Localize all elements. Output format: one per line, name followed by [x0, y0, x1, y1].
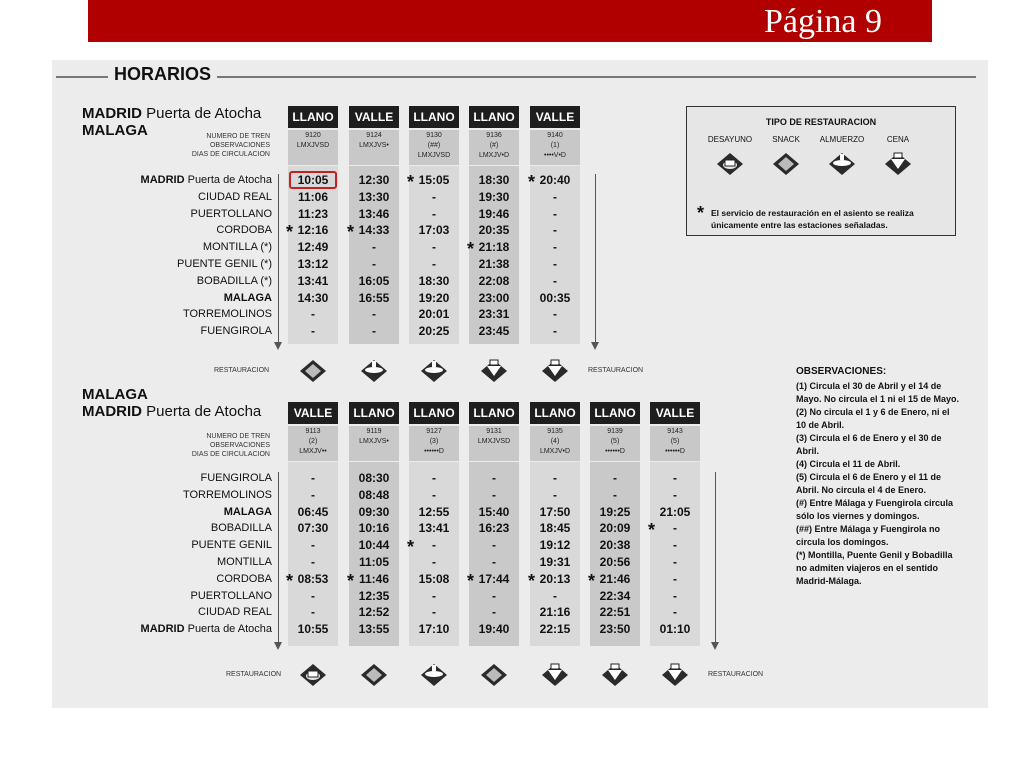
- time-cell: -: [553, 240, 557, 255]
- station-name: [122, 487, 272, 503]
- time-cell: 13:30: [358, 189, 390, 204]
- train-meta: [650, 426, 700, 461]
- time-cell: 20:13: [539, 571, 571, 586]
- observacion-item: (4) Circula el 11 de Abril.: [796, 459, 901, 469]
- time-cell: 18:30: [478, 173, 510, 187]
- time-cell: -: [432, 189, 436, 204]
- time-cell: -: [432, 257, 436, 271]
- legend-type-label: DESAYUNO: [707, 135, 753, 144]
- time-cell: 17:10: [418, 622, 450, 637]
- time-cell: 12:55: [418, 504, 450, 519]
- time-cell: -: [673, 538, 677, 553]
- time-cell: -: [673, 571, 677, 586]
- direction-arrow: [715, 472, 716, 642]
- time-cell: -: [553, 471, 557, 485]
- time-cell: 12:52: [358, 605, 390, 620]
- station-name-detail: PUENTE GENIL (*): [177, 258, 272, 270]
- train-observation: (4): [550, 438, 560, 445]
- station-name-detail: BOBADILLA (*): [196, 274, 272, 287]
- meta-label: NUMERO DE TREN: [206, 133, 270, 140]
- arrow-down-icon: [274, 342, 282, 350]
- asterisk-icon: *: [347, 570, 355, 591]
- train-days: LMXJVSD: [477, 438, 511, 445]
- station-name-detail: CORDOBA: [216, 572, 272, 585]
- station-name-bold: MALAGA: [223, 291, 272, 304]
- station-name: [122, 571, 272, 587]
- train-number: 9136: [486, 132, 502, 139]
- train-type-header: LLANO: [530, 402, 580, 424]
- time-cell: -: [372, 324, 376, 339]
- station-name-detail: CIUDAD REAL: [198, 190, 272, 203]
- asterisk-icon: *: [588, 570, 596, 591]
- time-cell: 20:38: [599, 538, 631, 553]
- station-name-detail: BOBADILLA: [210, 522, 272, 535]
- restauracion-label: RESTAURACION: [708, 671, 764, 678]
- train-days: LMXJVSD: [417, 152, 451, 159]
- train-type-header: VALLE: [650, 402, 700, 424]
- time-cell: -: [432, 487, 436, 502]
- station-name: [122, 172, 272, 188]
- time-cell: -: [432, 240, 436, 255]
- time-cell: 21:18: [478, 240, 510, 255]
- time-cell: 16:55: [358, 290, 390, 305]
- station-name-bold: MALAGA: [223, 505, 272, 518]
- asterisk-icon: *: [697, 203, 705, 223]
- bottom-route-destination-detail: Puerta de Atocha: [142, 403, 262, 420]
- time-cell: -: [311, 538, 315, 553]
- train-number: 9130: [426, 132, 442, 139]
- time-cell: 13:12: [297, 257, 329, 271]
- station-name-detail: MONTILLA (*): [202, 241, 272, 254]
- time-cell: 12:16: [297, 223, 329, 238]
- time-cell: 20:01: [418, 307, 450, 322]
- train-meta: [288, 130, 338, 165]
- time-cell: -: [492, 487, 496, 502]
- arrow-down-icon: [591, 342, 599, 350]
- time-cell: -: [553, 257, 557, 271]
- time-cell: 18:30: [418, 273, 450, 288]
- time-cell: 08:30: [358, 471, 390, 485]
- time-cell: -: [553, 206, 557, 221]
- train-observation: (3): [429, 438, 439, 445]
- train-meta: [349, 130, 399, 165]
- top-route-origin: MADRID: [82, 105, 142, 122]
- time-cell: -: [372, 257, 376, 271]
- asterisk-icon: *: [648, 520, 656, 541]
- time-cell: 18:45: [539, 521, 571, 536]
- observacion-item: (5) Circula el 6 de Enero y el 11 de Abril. No circula el 4 de Enero.: [796, 472, 942, 495]
- time-cell: 10:44: [358, 538, 390, 553]
- time-cell: -: [492, 538, 496, 553]
- time-cell: 11:05: [358, 555, 390, 569]
- time-cell: -: [432, 588, 436, 603]
- restauracion-label: RESTAURACION: [214, 367, 270, 374]
- train-days: LMXJV••: [299, 448, 327, 455]
- time-cell: 17:44: [478, 571, 510, 586]
- station-name-detail: FUENGIROLA: [200, 472, 272, 484]
- top-route-origin-detail: Puerta de Atocha: [142, 105, 262, 122]
- train-days: LMXJV•D: [478, 152, 510, 159]
- time-cell: 11:06: [297, 189, 329, 204]
- time-cell: -: [311, 307, 315, 322]
- time-cell: 16:23: [478, 521, 510, 536]
- restauracion-label: RESTAURACION: [226, 671, 282, 678]
- station-name: [122, 520, 272, 536]
- station-name: [122, 537, 272, 553]
- time-cell: 11:46: [358, 571, 390, 586]
- time-cell: 15:40: [478, 504, 510, 519]
- time-cell: -: [553, 273, 557, 288]
- time-cell: 13:55: [358, 622, 390, 637]
- train-type-header: LLANO: [409, 402, 459, 424]
- time-cell: -: [432, 605, 436, 620]
- station-name-detail: CORDOBA: [216, 224, 272, 237]
- restauracion-cena-icon: [883, 151, 913, 177]
- time-cell: -: [492, 555, 496, 569]
- time-cell: -: [311, 471, 315, 485]
- station-name: [122, 621, 272, 637]
- restauracion-label: RESTAURACION: [588, 367, 644, 374]
- train-type-header: VALLE: [349, 106, 399, 128]
- time-cell: 20:25: [418, 324, 450, 339]
- time-cell: -: [673, 555, 677, 569]
- observaciones-title: OBSERVACIONES:: [796, 366, 887, 377]
- time-cell: 17:03: [418, 223, 450, 238]
- station-name: [122, 273, 272, 289]
- time-cell: 22:08: [478, 273, 510, 288]
- time-cell: -: [553, 588, 557, 603]
- time-cell: -: [553, 189, 557, 204]
- time-cell: -: [372, 240, 376, 255]
- legend-title: TIPO DE RESTAURACION: [765, 117, 877, 127]
- time-cell: -: [432, 206, 436, 221]
- time-cell: -: [432, 471, 436, 485]
- time-cell: 22:51: [599, 605, 631, 620]
- train-number: 9135: [547, 428, 563, 435]
- station-name-bold: MADRID: [140, 174, 185, 186]
- time-cell: -: [673, 471, 677, 485]
- station-name: [122, 604, 272, 620]
- time-cell: 10:05: [297, 173, 329, 187]
- restauracion-desayuno-icon: [715, 151, 745, 177]
- train-meta: [530, 426, 580, 461]
- asterisk-icon: *: [407, 172, 415, 192]
- station-name: [122, 206, 272, 222]
- meta-label: OBSERVACIONES: [209, 142, 270, 149]
- top-route-destination: MALAGA: [82, 122, 148, 139]
- time-cell: 15:08: [418, 571, 450, 586]
- station-name: [122, 256, 272, 272]
- station-name: [122, 189, 272, 205]
- time-cell: 17:50: [539, 504, 571, 519]
- time-cell: 12:49: [297, 240, 329, 255]
- station-name: [122, 470, 272, 486]
- train-meta: [409, 130, 459, 165]
- time-cell: -: [673, 487, 677, 502]
- train-observation: (5): [670, 438, 680, 445]
- train-observation: (2): [308, 438, 318, 445]
- train-type-header: VALLE: [530, 106, 580, 128]
- time-cell: 19:30: [478, 189, 510, 204]
- restauracion-snack-icon: [479, 662, 509, 688]
- train-meta: [409, 426, 459, 461]
- time-cell: -: [311, 605, 315, 620]
- station-name: [122, 554, 272, 570]
- time-cell: 23:00: [478, 290, 510, 305]
- time-cell: 19:31: [539, 555, 571, 569]
- station-name-detail: Puerta de Atocha: [184, 623, 272, 636]
- meta-label: DIAS DE CIRCULACION: [191, 451, 270, 458]
- time-cell: -: [432, 538, 436, 553]
- time-cell: -: [311, 487, 315, 502]
- time-cell: 21:05: [659, 504, 691, 519]
- station-name: [122, 222, 272, 238]
- page-banner: [88, 0, 932, 42]
- time-cell: 07:30: [297, 521, 329, 536]
- train-days: ••••••D: [605, 448, 625, 455]
- train-type-header: LLANO: [469, 402, 519, 424]
- asterisk-icon: *: [286, 222, 294, 243]
- time-cell: 19:20: [418, 290, 450, 305]
- station-name-detail: TORREMOLINOS: [182, 308, 272, 321]
- train-number: 9139: [607, 428, 623, 435]
- train-meta: [530, 130, 580, 165]
- time-cell: -: [553, 223, 557, 238]
- time-cell: 10:16: [358, 521, 390, 536]
- observacion-item: (1) Circula el 30 de Abril y el 14 de Mayo. No circula el 1 ni el 15 de Mayo.: [796, 381, 960, 404]
- restauracion-legend: [686, 106, 956, 236]
- arrow-down-icon: [274, 642, 282, 650]
- station-name: [122, 290, 272, 306]
- time-cell: -: [492, 471, 496, 485]
- train-days: ••••••D: [665, 448, 685, 455]
- train-number: 9119: [366, 428, 382, 435]
- restauracion-almuerzo-icon: [419, 358, 449, 384]
- time-cell: -: [553, 307, 557, 322]
- station-name: [122, 306, 272, 322]
- time-cell: -: [311, 588, 315, 603]
- time-cell: 13:41: [297, 273, 329, 288]
- time-cell: 01:10: [659, 622, 691, 637]
- time-cell: 22:15: [539, 622, 571, 637]
- time-cell: 08:53: [297, 571, 329, 586]
- asterisk-icon: *: [528, 172, 536, 192]
- train-type-header: VALLE: [288, 402, 338, 424]
- direction-arrow: [278, 472, 279, 642]
- station-name: [122, 504, 272, 520]
- asterisk-icon: *: [528, 570, 536, 591]
- train-observation: (1): [550, 142, 560, 149]
- restauracion-almuerzo-icon: [827, 151, 857, 177]
- time-cell: 20:35: [478, 223, 510, 238]
- time-cell: 00:35: [539, 290, 571, 305]
- direction-arrow: [595, 174, 596, 342]
- section-title: HORARIOS: [108, 64, 217, 85]
- time-cell: 23:31: [478, 307, 510, 322]
- station-name-bold: MADRID: [140, 623, 185, 636]
- meta-label: DIAS DE CIRCULACION: [191, 151, 270, 158]
- restauracion-cena-icon: [479, 358, 509, 384]
- train-number: 9113: [305, 428, 321, 435]
- time-cell: 09:30: [358, 504, 390, 519]
- restauracion-cena-icon: [540, 358, 570, 384]
- time-cell: 08:48: [358, 487, 390, 502]
- restauracion-almuerzo-icon: [359, 358, 389, 384]
- train-meta: [590, 426, 640, 461]
- time-cell: 19:12: [539, 538, 571, 553]
- train-meta: [349, 426, 399, 461]
- station-name-detail: PUERTOLLANO: [190, 589, 272, 602]
- train-days: LMXJVSD: [296, 142, 330, 149]
- station-name-detail: TORREMOLINOS: [182, 488, 272, 501]
- station-name: [122, 588, 272, 604]
- train-meta: [288, 426, 338, 461]
- observacion-item: (*) Montilla, Puente Genil y Bobadilla no admiten viajeros en el sentido Madrid-Málaga.: [796, 550, 953, 586]
- time-cell: -: [492, 605, 496, 620]
- time-cell: 23:50: [599, 622, 631, 637]
- time-cell: 20:09: [599, 521, 631, 536]
- restauracion-snack-icon: [771, 151, 801, 177]
- time-cell: 19:40: [478, 622, 510, 637]
- time-cell: 19:25: [599, 504, 631, 519]
- time-cell: 19:46: [478, 206, 510, 221]
- restauracion-snack-icon: [298, 358, 328, 384]
- restauracion-almuerzo-icon: [419, 662, 449, 688]
- restauracion-cena-icon: [540, 662, 570, 688]
- time-cell: -: [372, 307, 376, 322]
- time-cell: 11:23: [297, 206, 329, 221]
- asterisk-icon: *: [347, 222, 355, 243]
- time-cell: -: [673, 605, 677, 620]
- train-number: 9140: [547, 132, 563, 139]
- train-days: ••••••D: [424, 448, 444, 455]
- train-days: ••••V•D: [544, 152, 566, 159]
- time-cell: 14:30: [297, 290, 329, 305]
- train-days: LMXJVS•: [359, 142, 389, 149]
- station-name-detail: MONTILLA: [216, 556, 272, 568]
- time-cell: 16:05: [358, 273, 390, 288]
- direction-arrow: [278, 174, 279, 342]
- time-cell: -: [673, 521, 677, 536]
- train-type-header: LLANO: [409, 106, 459, 128]
- observacion-item: (#) Entre Málaga y Fuengirola circula sólo los viernes y domingos.: [796, 498, 954, 521]
- arrow-down-icon: [711, 642, 719, 650]
- time-cell: 14:33: [358, 223, 390, 238]
- train-number: 9127: [426, 428, 442, 435]
- station-name: [122, 323, 272, 339]
- observacion-item: (2) No circula el 1 y 6 de Enero, ni el 10 de Abril.: [796, 407, 950, 430]
- restauracion-cena-icon: [600, 662, 630, 688]
- station-name: [122, 239, 272, 255]
- time-cell: 10:55: [297, 622, 329, 637]
- time-cell: 21:16: [539, 605, 571, 620]
- time-cell: 12:35: [358, 588, 390, 603]
- timetable-document: [52, 60, 988, 708]
- bottom-route-origin: MALAGA: [82, 386, 148, 403]
- train-observation: (#): [489, 142, 499, 149]
- train-days: LMXJVS•: [359, 438, 389, 445]
- legend-note: El servicio de restauración en el asiento se realiza únicamente entre las estaciones señaladas.: [711, 208, 914, 230]
- time-cell: 21:38: [478, 257, 510, 271]
- train-number: 9124: [366, 132, 382, 139]
- restauracion-desayuno-icon: [298, 662, 328, 688]
- time-cell: -: [673, 588, 677, 603]
- train-observation: (##): [427, 142, 441, 149]
- time-cell: 12:30: [358, 173, 390, 187]
- asterisk-icon: *: [286, 570, 294, 591]
- asterisk-icon: *: [407, 537, 415, 558]
- bottom-route-destination: MADRID: [82, 403, 142, 420]
- time-cell: 13:46: [358, 206, 390, 221]
- time-cell: -: [432, 555, 436, 569]
- legend-type-label: CENA: [886, 135, 910, 144]
- time-cell: 21:46: [599, 571, 631, 586]
- time-cell: 15:05: [418, 173, 450, 187]
- station-name-detail: PUENTE GENIL: [191, 539, 272, 552]
- train-type-header: LLANO: [590, 402, 640, 424]
- highlighted-time: [289, 171, 337, 189]
- station-name-detail: Puerta de Atocha: [184, 174, 272, 186]
- time-cell: 22:34: [599, 588, 631, 603]
- bottom-route-title: [82, 386, 261, 420]
- train-days: LMXJV•D: [539, 448, 571, 455]
- time-cell: -: [613, 487, 617, 502]
- time-cell: -: [492, 588, 496, 603]
- station-name-detail: FUENGIROLA: [200, 325, 272, 338]
- time-cell: 06:45: [297, 504, 329, 519]
- restauracion-cena-icon: [660, 662, 690, 688]
- train-type-header: LLANO: [469, 106, 519, 128]
- meta-label: OBSERVACIONES: [209, 442, 270, 449]
- asterisk-icon: *: [467, 239, 475, 260]
- legend-type-label: ALMUERZO: [819, 135, 865, 144]
- train-number: 9143: [667, 428, 683, 435]
- time-cell: 20:56: [599, 555, 631, 569]
- train-meta: [469, 426, 519, 461]
- train-type-header: LLANO: [288, 106, 338, 128]
- legend-type-label: SNACK: [772, 135, 800, 144]
- observaciones-list: [796, 380, 962, 588]
- time-cell: 20:40: [539, 173, 571, 187]
- time-cell: -: [311, 324, 315, 339]
- observacion-item: (3) Circula el 6 de Enero y el 30 de Abril.: [796, 433, 942, 456]
- train-meta: [469, 130, 519, 165]
- station-name-detail: CIUDAD REAL: [198, 606, 272, 619]
- time-cell: 13:41: [418, 521, 450, 536]
- restauracion-snack-icon: [359, 662, 389, 688]
- time-cell: 23:45: [478, 324, 510, 339]
- time-cell: -: [553, 324, 557, 339]
- time-cell: -: [311, 555, 315, 569]
- time-cell: -: [553, 487, 557, 502]
- train-type-header: LLANO: [349, 402, 399, 424]
- asterisk-icon: *: [467, 570, 475, 591]
- train-number: 9120: [305, 132, 321, 139]
- meta-label: NUMERO DE TREN: [206, 433, 270, 440]
- station-name-detail: PUERTOLLANO: [190, 207, 272, 220]
- page-number-label: Página 9: [763, 3, 882, 40]
- observacion-item: (##) Entre Málaga y Fuengirola no circula los domingos.: [796, 524, 941, 547]
- train-observation: (5): [610, 438, 620, 445]
- time-cell: -: [613, 471, 617, 485]
- train-number: 9131: [486, 428, 502, 435]
